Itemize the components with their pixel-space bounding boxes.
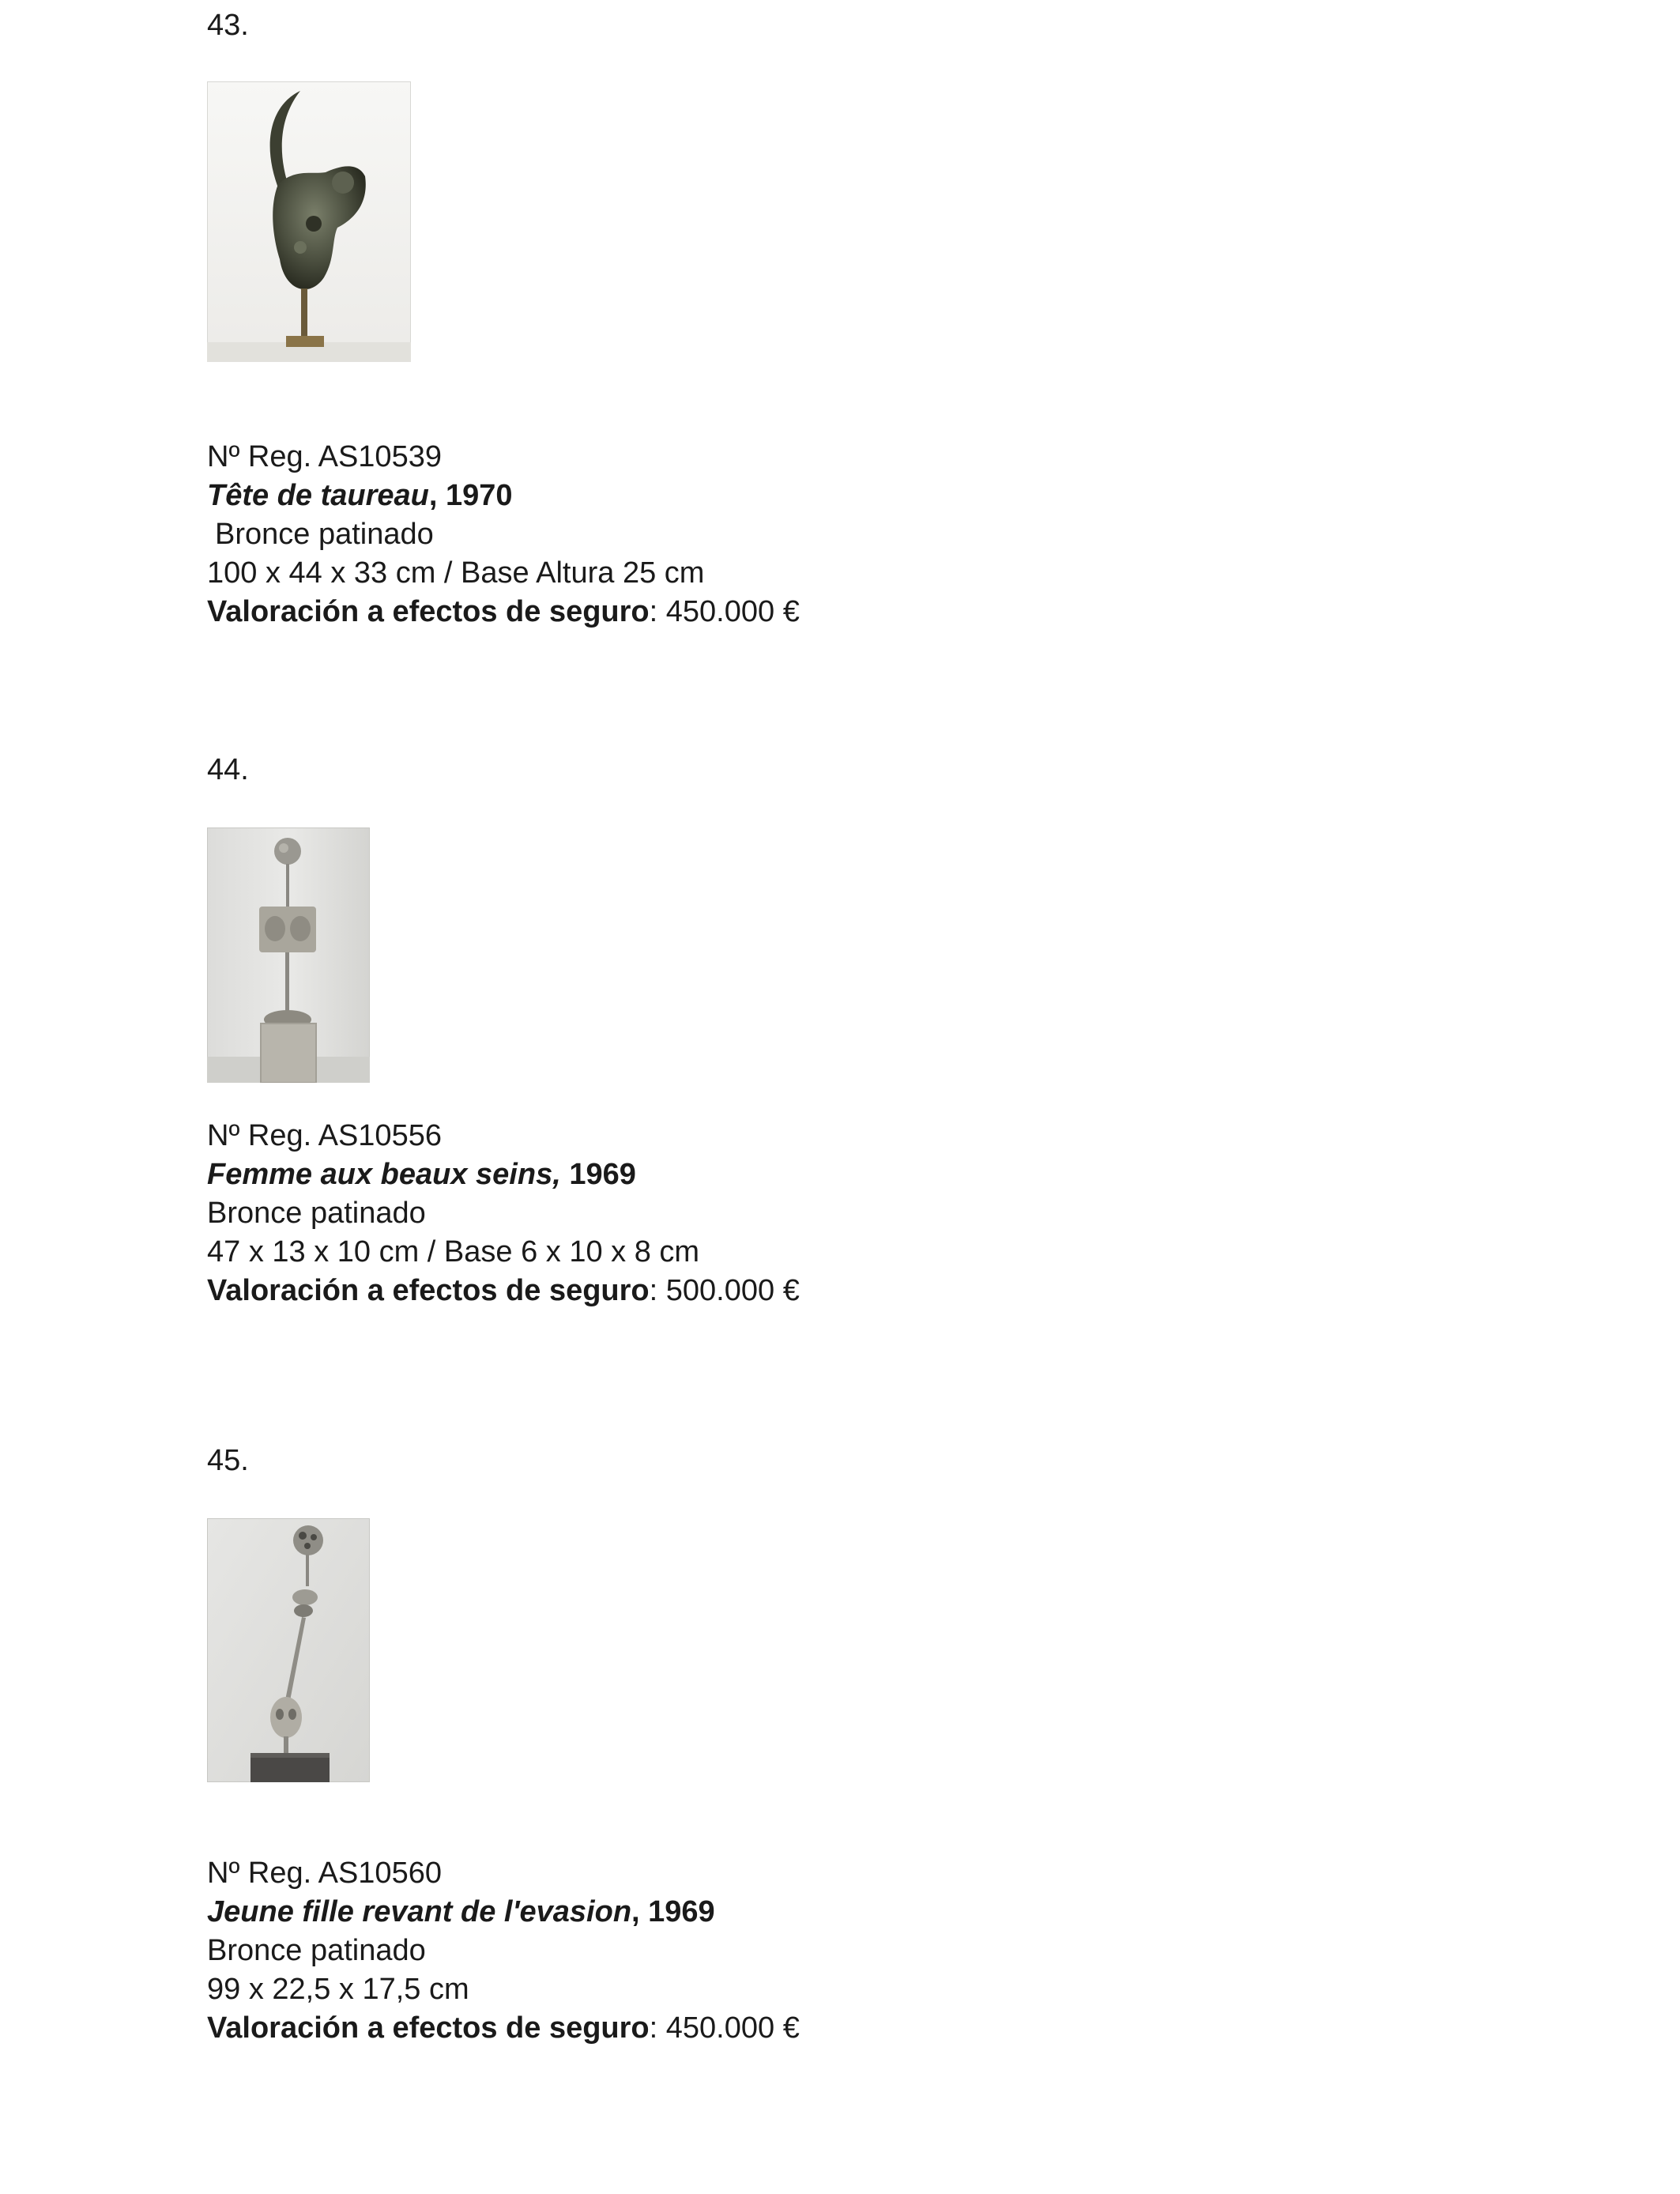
entry-number: 45. [207, 1444, 249, 1477]
artwork-material: Bronce patinado [215, 518, 434, 551]
registration-number: Nº Reg. AS10539 [207, 440, 442, 473]
artwork-dimensions: 99 x 22,5 x 17,5 cm [207, 1973, 469, 2006]
valuation-label: Valoración a efectos de seguro [207, 2011, 650, 2045]
artwork-year: 1969 [648, 1895, 715, 1928]
artwork-title: Femme aux beaux seins, [207, 1158, 561, 1191]
valuation-value: : 450.000 € [649, 2011, 800, 2045]
artwork-title: Jeune fille revant de l'evasion [207, 1895, 632, 1928]
registration-number: Nº Reg. AS10560 [207, 1857, 442, 1890]
title-separator: , [631, 1895, 649, 1928]
title-separator: , [428, 479, 446, 512]
sculpture-photo-bull-head [207, 81, 411, 362]
artwork-year: 1969 [569, 1158, 636, 1191]
registration-number: Nº Reg. AS10556 [207, 1119, 442, 1152]
artwork-dimensions: 100 x 44 x 33 cm / Base Altura 25 cm [207, 556, 705, 590]
artwork-material: Bronce patinado [207, 1197, 426, 1230]
artwork-year: 1970 [446, 479, 513, 512]
title-separator [561, 1158, 570, 1191]
sculpture-photo-tall-figure [207, 1518, 370, 1782]
artwork-material: Bronce patinado [207, 1934, 426, 1967]
entry-number: 44. [207, 753, 249, 786]
valuation-label: Valoración a efectos de seguro [207, 1274, 650, 1307]
entry-number: 43. [207, 9, 249, 42]
valuation-label: Valoración a efectos de seguro [207, 595, 650, 628]
artwork-title: Tête de taureau [207, 479, 429, 512]
valuation-value: : 500.000 € [649, 1274, 800, 1307]
artwork-dimensions: 47 x 13 x 10 cm / Base 6 x 10 x 8 cm [207, 1235, 700, 1269]
sculpture-photo-standing-figure [207, 827, 370, 1083]
valuation-value: : 450.000 € [649, 595, 800, 628]
